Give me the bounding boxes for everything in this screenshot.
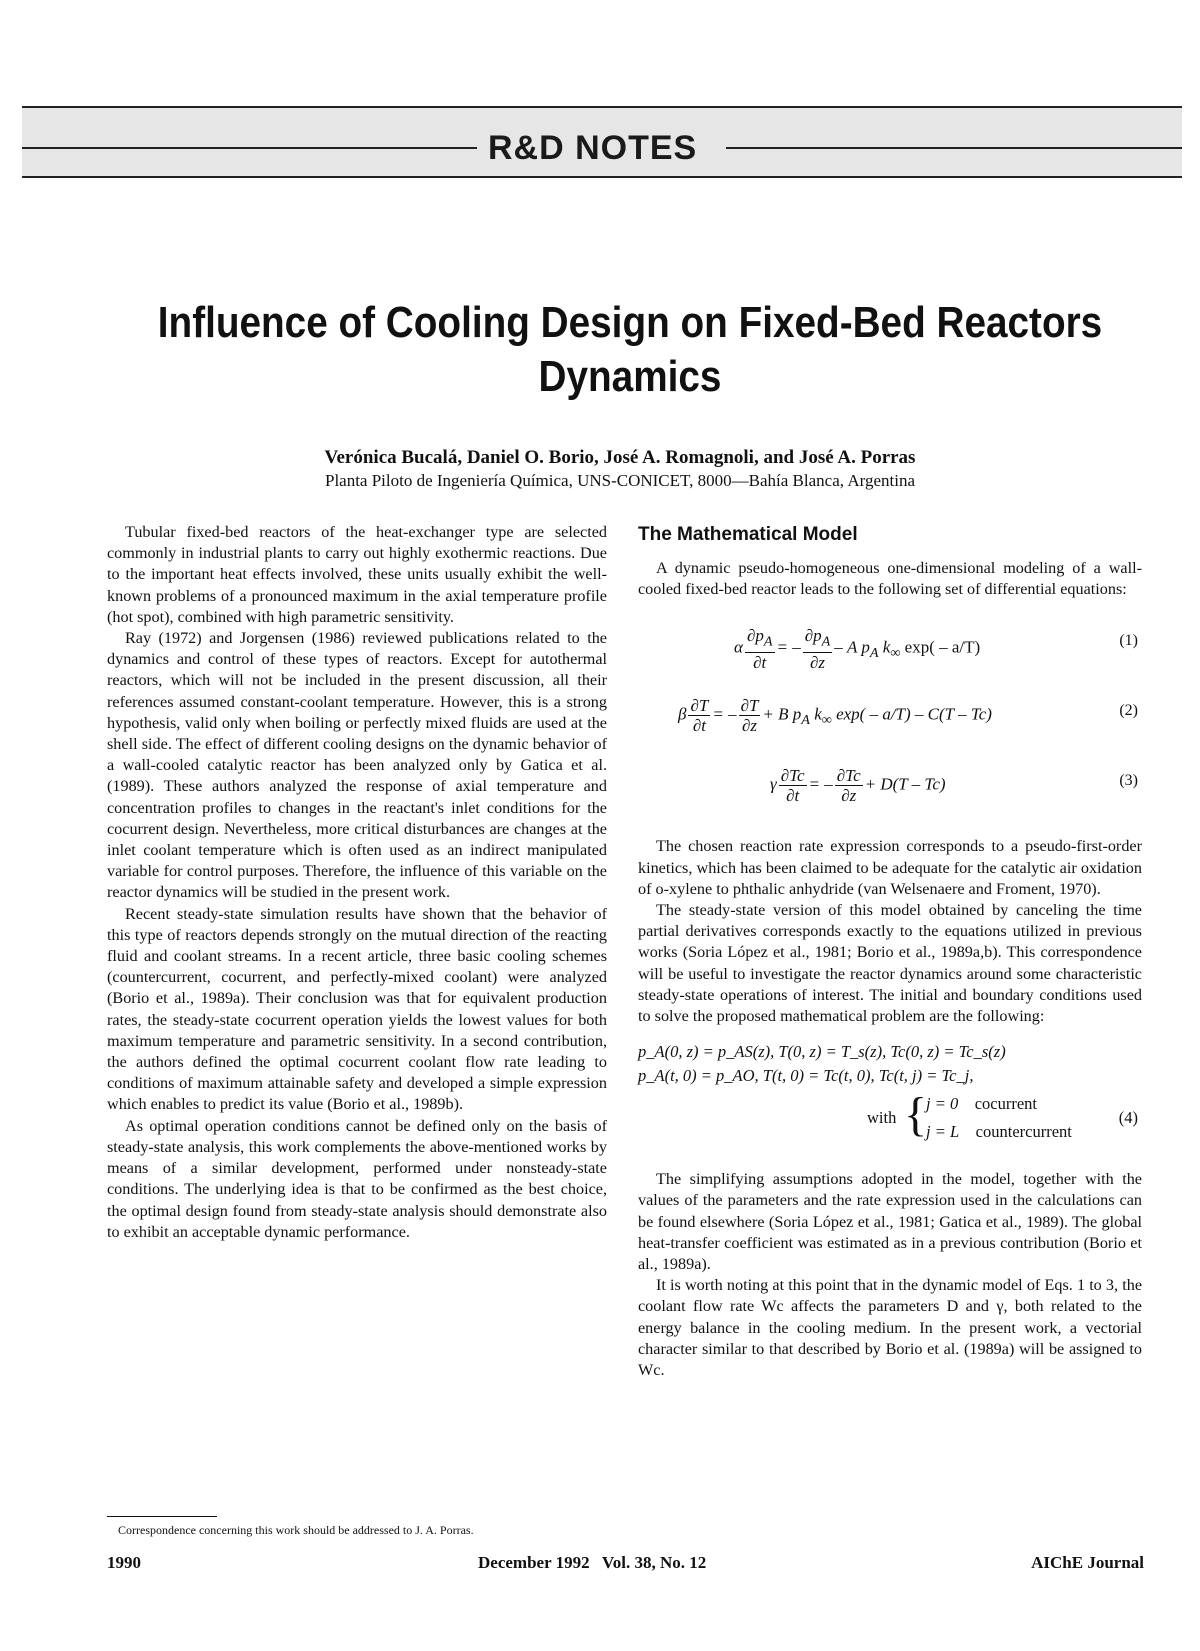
paragraph: The steady-state version of this model obtained by canceling the time partial derivatives corresponds exactly to the equations utilized in previous works (Soria López et al., 1981; Borio et al., 1989a,b). This correspondence will be useful to investigate the reactor dynamics around some characteristic steady-state operations of interest. The initial and boundary conditions used to solve the proposed mathematical problem are the following: [638,901,1142,1026]
case-countercurrent: j = L countercurrent [926,1122,1072,1142]
equation-2: β $\frac{\partial T}{\partial t}$ = – $\frac{\partial T}{\partial z}$ + B $p_A$ $k_\infty$ exp( – a/T) – C(T – Tc) (2) [678,696,1138,736]
equation-1: α $\frac{\partial p_A}{\partial t}$ = – $\frac{\partial p_A}{\partial z}$ – A $p_A$ $k_\infty$ exp( – a/T) (1) [734,626,1138,672]
banner-rule-left [22,147,477,149]
paragraph: Recent steady-state simulation results have shown that the behavior of this type of reactors depends strongly on the mutual direction of the reacting fluid and coolant streams. In a recent article, three basic cooling schemes (countercurrent, cocurrent, and perfectly-mixed coolant) were analyzed (Borio et al., 1989a). Their conclusion was that for equivalent production rates, the steady-state cocurrent operation yields the lowest values for both maximum temperature and parametric sensitivity. In a second contribution, the authors defined the optimal cocurrent coolant flow rate leading to conditions of maximum attainable safety and developed a simple expression which enables to predict its value (Borio et al., 1989b). [107,904,607,1114]
left-column [107,522,607,1243]
paragraph: Tubular fixed-bed reactors of the heat-exchanger type are selected commonly in industrial plants to carry out highly exothermic reactions. Due to the important heat effects involved, these units usually exhibit the well-known problems of a pronounced maximum in the axial temperature profile (hot spot), combined with high parametric sensitivity. [107,523,607,626]
article-title: Influence of Cooling Design on Fixed-Bed Reactors Dynamics [157,298,1103,401]
case-cocurrent: j = 0 cocurrent [926,1094,1038,1114]
brace-symbol: { [904,1088,928,1142]
equation-4 [638,1041,1142,1163]
paragraph: The chosen reaction rate expression corresponds to a pseudo-first-order kinetics, which has been claimed to be adequate for the catalytic air oxidation of o-xylene to phthalic anhydride (van Welsenaere and Froment, 1970). [638,837,1142,898]
page-number: 1990 [107,1553,141,1572]
journal-name: AIChE Journal [1031,1553,1144,1572]
with-label: with [867,1108,897,1128]
issue-info: December 1992 Vol. 38, No. 12 [478,1553,707,1572]
boundary-condition-line: p_A(0, z) = p_AS(z), T(0, z) = T_s(z), Tc(0, z) = Tc_s(z) [638,1042,1006,1062]
footnote-rule [107,1516,217,1517]
article-affiliation: Planta Piloto de Ingeniería Química, UNS-CONICET, 8000—Bahía Blanca, Argentina [324,471,915,490]
article-authors: Verónica Bucalá, Daniel O. Borio, José A. Romagnoli, and José A. Porras [324,447,916,468]
paragraph: The simplifying assumptions adopted in the model, together with the values of the parameters and the rate expression used in the calculations can be found elsewhere (Soria López et al., 1981; Gatica et al., 1989). The global heat-transfer coefficient was estimated as in a previous contribution (Borio et al., 1989a). [638,1170,1142,1274]
equation-number: (2) [1119,702,1138,720]
paragraph: It is worth noting at this point that in the dynamic model of Eqs. 1 to 3, the coolant flow rate Wc affects the parameters D and γ, both related to the energy balance in the cooling medium. In the present work, a vectorial character similar to that described by Borio et al. (1989a) will be assigned to Wc. [638,1276,1142,1380]
banner-label: R&D NOTES [488,129,698,167]
equation-number: (1) [1119,632,1138,650]
section-banner [22,106,1182,178]
boundary-condition-line: p_A(t, 0) = p_AO, T(t, 0) = Tc(t, 0), Tc(t, j) = Tc_j, [638,1066,974,1086]
footnote: Correspondence concerning this work should be addressed to J. A. Porras. [118,1523,474,1537]
paragraph: As optimal operation conditions cannot be defined only on the basis of steady-state analysis, this work complements the above-mentioned works by means of a similar development, performed under nonsteady-state conditions. The underlying idea is that to be confirmed as the best choice, the optimal design found from steady-state analysis should demonstrate also to exhibit an acceptable dynamic performance. [107,1116,607,1241]
banner-rule-right [726,147,1182,149]
equation-number: (4) [1118,1108,1138,1128]
section-heading: The Mathematical Model [638,524,858,545]
equation-number: (3) [1119,772,1138,790]
paragraph: Ray (1972) and Jorgensen (1986) reviewed publications related to the dynamics and control of these types of reactors. Except for autothermal reactors, which will not be included in the present discussion, all their references assumed constant-coolant temperature. However, this is a strong hypothesis, valid only when boiling or perfectly mixed fluids are used at the shell side. The effect of different cooling designs on the dynamic behavior of a wall-cooled catalytic reactor has been analyzed only by Gatica et al. (1989). These authors analyzed the response of axial temperature and concentration profiles to changes in the reactant's inlet conditions for the cocurrent design. Nevertheless, more critical disturbances are changes at the inlet coolant temperature which is often used as an indirect manipulated variable for control purposes. Therefore, the influence of this variable on the reactor dynamics will be studied in the present work. [107,629,607,902]
equation-3: γ $\frac{\partial Tc}{\partial t}$ = – $\frac{\partial Tc}{\partial z}$ + D(T – Tc) (3) [770,766,1138,806]
right-column [638,522,1142,1381]
paragraph: A dynamic pseudo-homogeneous one-dimensional modeling of a wall-cooled fixed-bed reactor leads to the following set of differential equations: [638,559,1142,599]
